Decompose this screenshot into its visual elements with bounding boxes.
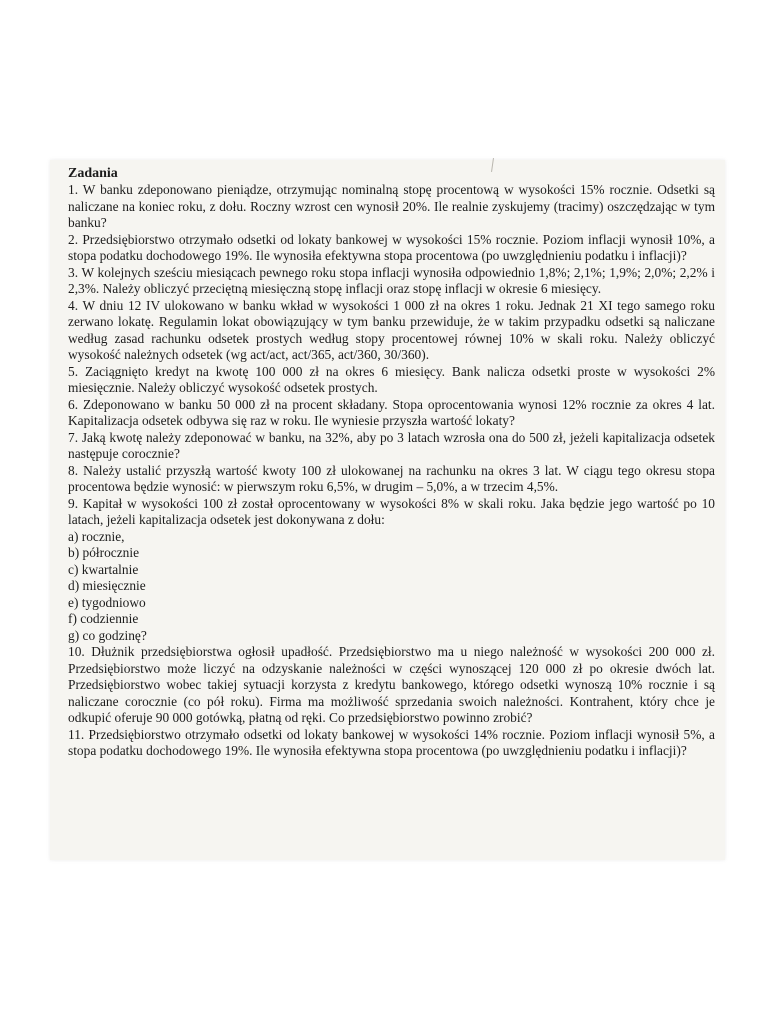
task-8: 8. Należy ustalić przyszłą wartość kwoty 100 zł ulokowanej na rachunku na okres 3 lat. W ciągu tego okresu stopa procentowa będzie wynosić: w pierwszym roku 6,5%, w drugim – 5,0%, a w trzecim 4,5%. [68, 462, 715, 494]
document-body [68, 165, 715, 760]
task-9: 9. Kapitał w wysokości 100 zł został oprocentowany w wysokości 8% w skali roku. Jaka będzie jego wartość po 10 latach, jeżeli kapitalizacja odsetek jest dokonywana z dołu: [68, 495, 715, 527]
task-9-option-a: a) rocznie, [68, 528, 125, 544]
document-title: Zadania [68, 166, 118, 181]
task-9-option-c: c) kwartalnie [68, 561, 139, 577]
task-9-option-d: d) miesięcznie [68, 578, 146, 593]
task-7: 7. Jaką kwotę należy zdeponować w banku, na 32%, aby po 3 latach wzrosła ona do 500 zł, jeżeli kapitalizacja odsetek następuje corocznie? [68, 429, 715, 461]
task-1: 1. W banku zdeponowano pieniądze, otrzymując nominalną stopę procentową w wysokości 15% rocznie. Odsetki są naliczane na koniec roku, z dołu. Roczny wzrost cen wynosił 20%. Ile realnie zyskujemy (tracimy) oszczędzając w tym banku? [68, 182, 715, 230]
task-9-option-g: g) co godzinę? [68, 627, 147, 643]
task-5: 5. Zaciągnięto kredyt na kwotę 100 000 zł na okres 6 miesięcy. Bank nalicza odsetki proste w wysokości 2% miesięcznie. Należy obliczyć wysokość odsetek prostych. [68, 363, 715, 395]
task-3: 3. W kolejnych sześciu miesiącach pewnego roku stopa inflacji wynosiła odpowiednio 1,8%; 2,1%; 1,9%; 2,0%; 2,2% i 2,3%. Należy obliczyć przeciętną miesięczną stopę inflacji oraz stopę inflacji w okresie 6 miesięcy. [68, 264, 715, 296]
task-11: 11. Przedsiębiorstwo otrzymało odsetki od lokaty bankowej w wysokości 14% rocznie. Poziom inflacji wynosił 5%, a stopa podatku dochodowego 19%. Ile wynosiła efektywna stopa procentowa (po uwzględnieniu podatku i inflacji)? [68, 726, 715, 758]
task-10: 10. Dłużnik przedsiębiorstwa ogłosił upadłość. Przedsiębiorstwo ma u niego należność w wysokości 200 000 zł. Przedsiębiorstwo może liczyć na odzyskanie należności w części wynoszącej 120 000 zł po okresie dwóch lat. Przedsiębiorstwo wobec takiej sytuacji korzysta z kredytu bankowego, którego odsetki wynoszą 10% rocznie i są naliczane corocznie (co pół roku). Firma ma możliwość sprzedania swoich należności. Kontrahent, który chce je odkupić oferuje 90 000 gotówką, płatną od ręki. Co przedsiębiorstwo powinno zrobić? [68, 644, 715, 725]
task-6: 6. Zdeponowano w banku 50 000 zł na procent składany. Stopa oprocentowania wynosi 12% rocznie za okres 4 lat. Kapitalizacja odsetek odbywa się raz w roku. Ile wyniesie przyszła wartość lokaty? [68, 396, 715, 428]
task-9-option-e: e) tygodniowo [68, 594, 146, 610]
task-4: 4. W dniu 12 IV ulokowano w banku wkład w wysokości 1 000 zł na okres 1 roku. Jednak 21 XI tego samego roku zerwano lokatę. Regulamin lokat obowiązujący w tym banku przewiduje, że w takim przypadku odsetki są naliczane według zasad rachunku odsetek prostych według stopy procentowej równej 10% w skali roku. Należy obliczyć wysokość należnych odsetek (wg act/act, act/365, act/360, 30/360). [68, 297, 715, 362]
task-9-option-f: f) codziennie [68, 611, 139, 626]
task-9-option-b: b) półrocznie [68, 545, 140, 560]
task-2: 2. Przedsiębiorstwo otrzymało odsetki od lokaty bankowej w wysokości 15% rocznie. Poziom inflacji wynosił 10%, a stopa podatku dochodowego 19%. Ile wynosiła efektywna stopa procentowa (po uwzględnieniu podatku i inflacji)? [68, 231, 715, 263]
